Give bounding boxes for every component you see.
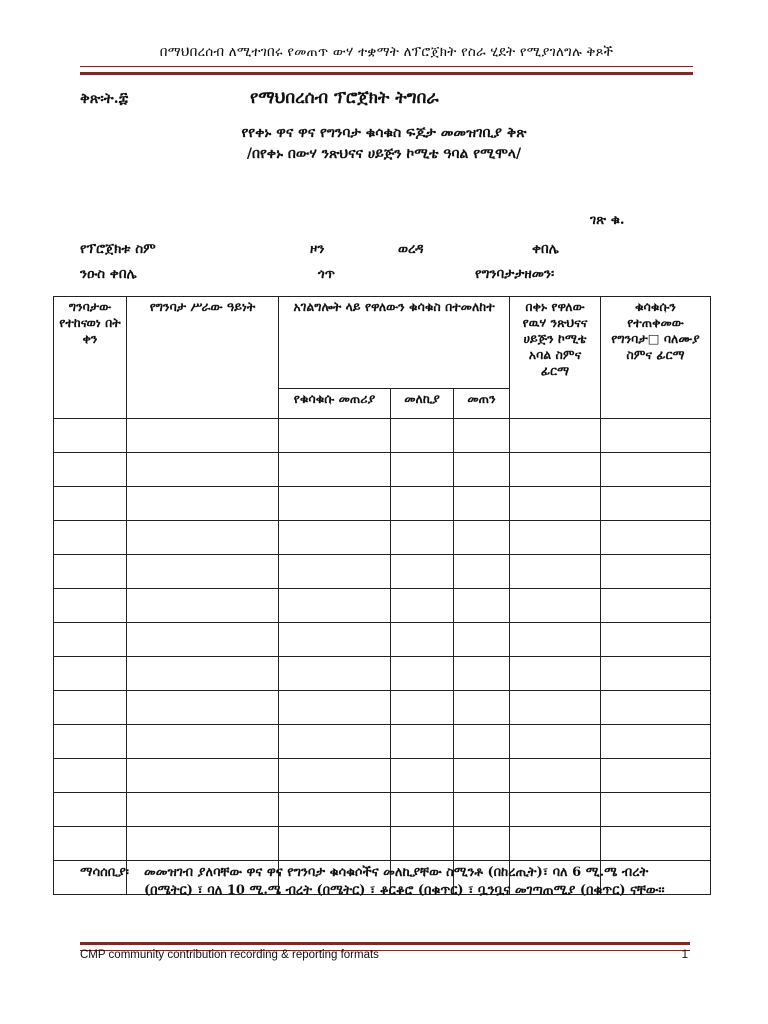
table-cell[interactable] — [454, 453, 510, 487]
col-header-material-name: የቁሳቁሱ መጠሪያ — [279, 389, 391, 419]
table-cell[interactable] — [601, 419, 711, 453]
table-row — [54, 725, 711, 759]
table-cell[interactable] — [391, 827, 454, 861]
table-cell[interactable] — [391, 555, 454, 589]
running-header: በማህበረሰብ ለሚተገበሩ የመጠጥ ውሃ ተቋማት ለፕሮጀክት የስራ ሂደት የሚያገለግሉ ቅጾች — [159, 44, 614, 60]
col-header-builder: ቁሳቁሱን የተጠቀመው የግንባታ□ ባለሙያ ስምና ፊርማ — [601, 297, 711, 419]
table-cell[interactable] — [601, 589, 711, 623]
table-cell[interactable] — [510, 623, 601, 657]
table-cell[interactable] — [601, 487, 711, 521]
table-cell[interactable] — [54, 521, 127, 555]
woreda-label: ወረዳ — [398, 241, 424, 257]
table-cell[interactable] — [279, 555, 391, 589]
col-header-construction-type: የግንባታ ሥራው ዓይነት — [127, 297, 279, 419]
table-cell[interactable] — [54, 623, 127, 657]
table-cell[interactable] — [454, 419, 510, 453]
table-cell[interactable] — [391, 623, 454, 657]
table-cell[interactable] — [279, 657, 391, 691]
project-name-label: የፕሮጀክቱ ስም — [80, 241, 156, 257]
table-cell[interactable] — [510, 657, 601, 691]
form-title: የማህበረሰብ ፕሮጀክት ትግበራ — [250, 88, 439, 108]
table-cell[interactable] — [601, 725, 711, 759]
col-header-unit: መለኪያ — [391, 389, 454, 419]
table-row — [54, 555, 711, 589]
table-cell[interactable] — [54, 691, 127, 725]
table-cell[interactable] — [454, 793, 510, 827]
table-cell[interactable] — [601, 827, 711, 861]
table-row — [54, 793, 711, 827]
table-cell[interactable] — [510, 725, 601, 759]
table-cell[interactable] — [127, 555, 279, 589]
note-block — [80, 864, 700, 900]
note-label: ማሳሰቢያ፡ — [80, 865, 129, 880]
note-text: መመዝገብ ያለባቸው ዋና ዋና የግንባታ ቁሳቁሶችና መለኪያቸው ስሚንቶ (በከረጢት)፣ ባለ 6 ሚ.ሜ ብረት (በሜትር) ፣ ባለ 10 ሚ.ሜ ብረት (በሜትር) ፣ ቆርቆሮ (በቁጥር) ፣ ቧንቧና መገጣጠሚያ (በቁጥር) ናቸው፡፡ — [144, 865, 665, 898]
page-number-field: ገጽ ቁ. — [590, 212, 625, 228]
table-cell[interactable] — [454, 555, 510, 589]
table-cell[interactable] — [54, 453, 127, 487]
table-cell[interactable] — [510, 487, 601, 521]
col-header-committee-member: በቀኑ የዋለው የዉሃ ንጽህናና ሀይጅን ኮሚቴ አባል ስምና ፊርማ — [510, 297, 601, 419]
table-cell[interactable] — [510, 759, 601, 793]
table-cell[interactable] — [279, 419, 391, 453]
table-row — [54, 657, 711, 691]
sub-kebele-label: ንዑስ ቀበሌ — [80, 266, 137, 282]
material-usage-table — [53, 296, 711, 895]
table-cell[interactable] — [127, 657, 279, 691]
table-cell[interactable] — [54, 487, 127, 521]
table-cell[interactable] — [454, 725, 510, 759]
page-number: 1 — [681, 949, 688, 961]
table-cell[interactable] — [454, 521, 510, 555]
got-label: ጎጥ — [318, 266, 336, 282]
table-cell[interactable] — [454, 691, 510, 725]
table-cell[interactable] — [601, 453, 711, 487]
header-divider — [80, 66, 693, 75]
table-cell[interactable] — [279, 759, 391, 793]
footer-text: CMP community contribution recording & reporting formats — [80, 949, 379, 961]
form-code: ቅጽ፡ት.፰ — [80, 90, 129, 107]
table-cell[interactable] — [391, 487, 454, 521]
table-cell[interactable] — [391, 691, 454, 725]
table-cell[interactable] — [127, 725, 279, 759]
table-cell[interactable] — [279, 521, 391, 555]
table-cell[interactable] — [54, 419, 127, 453]
table-cell[interactable] — [279, 827, 391, 861]
table-cell[interactable] — [127, 691, 279, 725]
col-header-quantity: መጠን — [454, 389, 510, 419]
table-cell[interactable] — [127, 623, 279, 657]
table-row — [54, 623, 711, 657]
table-cell[interactable] — [279, 691, 391, 725]
table-cell[interactable] — [127, 521, 279, 555]
table-cell[interactable] — [454, 589, 510, 623]
table-cell[interactable] — [127, 419, 279, 453]
table-cell[interactable] — [54, 725, 127, 759]
table-cell[interactable] — [127, 827, 279, 861]
table-cell[interactable] — [391, 419, 454, 453]
table-cell[interactable] — [391, 725, 454, 759]
table-row — [54, 487, 711, 521]
table-cell[interactable] — [279, 589, 391, 623]
table-row — [54, 419, 711, 453]
table-cell[interactable] — [391, 793, 454, 827]
table-row — [54, 827, 711, 861]
table-cell[interactable] — [279, 725, 391, 759]
table-cell[interactable] — [127, 453, 279, 487]
table-cell[interactable] — [391, 657, 454, 691]
table-cell[interactable] — [54, 827, 127, 861]
table-cell[interactable] — [454, 487, 510, 521]
table-row — [54, 453, 711, 487]
table-cell[interactable] — [54, 759, 127, 793]
table-cell[interactable] — [54, 555, 127, 589]
zone-label: ዞን — [310, 241, 325, 257]
table-cell[interactable] — [279, 453, 391, 487]
table-cell[interactable] — [279, 487, 391, 521]
table-cell[interactable] — [601, 657, 711, 691]
table-cell[interactable] — [510, 555, 601, 589]
table-cell[interactable] — [127, 487, 279, 521]
table-cell[interactable] — [127, 759, 279, 793]
table-cell[interactable] — [454, 759, 510, 793]
table-cell[interactable] — [601, 623, 711, 657]
table-cell[interactable] — [601, 555, 711, 589]
table-cell[interactable] — [127, 793, 279, 827]
table-cell[interactable] — [54, 793, 127, 827]
table-cell[interactable] — [510, 793, 601, 827]
table-cell[interactable] — [601, 793, 711, 827]
table-cell[interactable] — [510, 589, 601, 623]
table-cell[interactable] — [454, 827, 510, 861]
table-cell[interactable] — [601, 691, 711, 725]
form-subtitle-note: /በየቀኑ በውሃ ንጽህናና ሀይጅን ኮሚቴ ዓባል የሚሞላ/ — [246, 146, 522, 162]
table-cell[interactable] — [454, 657, 510, 691]
col-header-materials-used: አገልግሎት ላይ የዋለውን ቁሳቁስ በተመለከተ — [279, 297, 510, 389]
table-cell[interactable] — [391, 589, 454, 623]
table-cell[interactable] — [510, 419, 601, 453]
table-cell[interactable] — [391, 453, 454, 487]
table-cell[interactable] — [391, 521, 454, 555]
table-cell[interactable] — [279, 623, 391, 657]
table-cell[interactable] — [510, 827, 601, 861]
table-cell[interactable] — [510, 691, 601, 725]
table-cell[interactable] — [391, 759, 454, 793]
table-row — [54, 589, 711, 623]
table-cell[interactable] — [454, 623, 510, 657]
table-cell[interactable] — [279, 793, 391, 827]
table-cell[interactable] — [54, 589, 127, 623]
table-cell[interactable] — [510, 521, 601, 555]
table-row — [54, 691, 711, 725]
table-cell[interactable] — [127, 589, 279, 623]
table-cell[interactable] — [510, 453, 601, 487]
kebele-label: ቀበሌ — [532, 241, 559, 257]
table-cell[interactable] — [54, 657, 127, 691]
form-subtitle: የየቀኑ ዋና ዋና የግንባታ ቁሳቁስ ፍጆታ መመዝገቢያ ቅጽ — [241, 125, 527, 141]
col-header-date: ግንባታው የተከናወነ በት ቀን — [54, 297, 127, 419]
table-row — [54, 521, 711, 555]
table-cell[interactable] — [601, 759, 711, 793]
construction-period-label: የግንባታታዘመን፡ — [475, 266, 555, 282]
table-cell[interactable] — [601, 521, 711, 555]
table-row — [54, 759, 711, 793]
